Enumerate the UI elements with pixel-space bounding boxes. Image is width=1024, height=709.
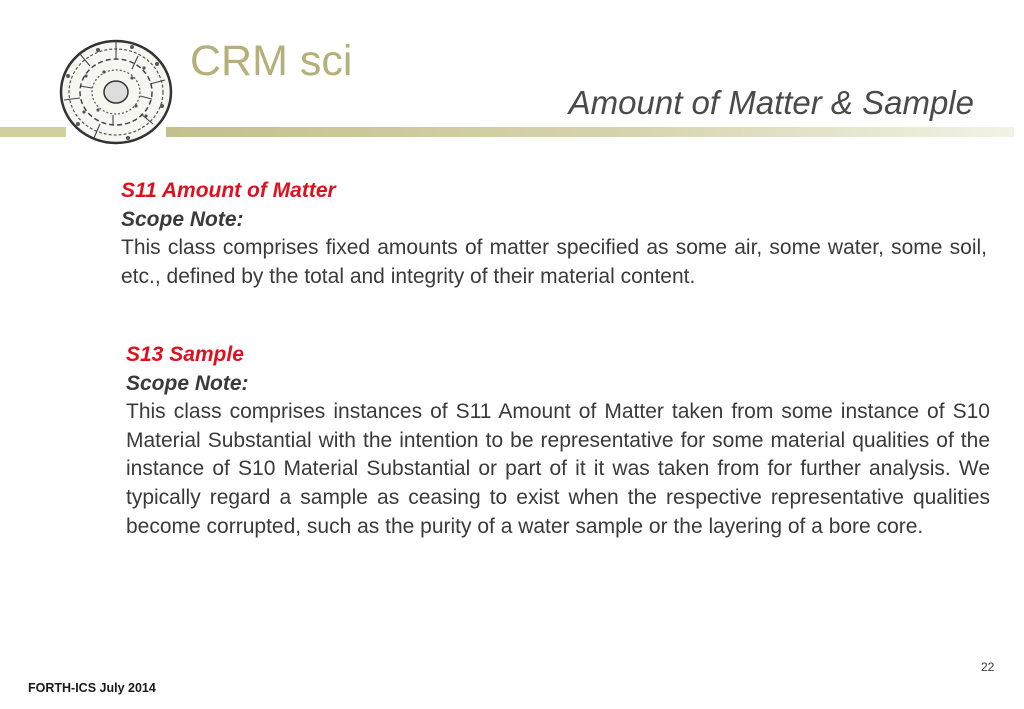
scope-note-text: This class comprises fixed amounts of matter specified as some air, some water, some soil, etc., defined by the total and integrity of their material content.	[121, 236, 987, 288]
scope-note-label: Scope Note:	[121, 207, 244, 231]
scope-note-label: Scope Note:	[126, 371, 249, 395]
section-s11	[121, 177, 987, 291]
section-heading: S13 Sample	[126, 343, 244, 366]
scope-note-text: This class comprises instances of S11 Amount of Matter taken from some instance of S10 Material Substantial with the intention to be representative for some material qualities of the instance of S10 Material Substantial or part of it it was taken from for further analysis. We typically regard a sample as ceasing to exist when the respective representative qualities become corrupted, such as the purity of a water sample or the layering of a bore core.	[126, 400, 990, 538]
header-rule-right	[166, 127, 1014, 137]
page-number: 22	[981, 660, 995, 674]
header-rule-left	[0, 127, 66, 137]
slide-title: Amount of Matter & Sample	[568, 84, 974, 121]
footer-text: FORTH-ICS July 2014	[28, 681, 156, 695]
section-heading: S11 Amount of Matter	[121, 179, 336, 202]
brand-title: CRM sci	[190, 37, 353, 85]
section-s13	[126, 341, 990, 541]
phaistos-disc-logo-icon	[58, 38, 174, 146]
